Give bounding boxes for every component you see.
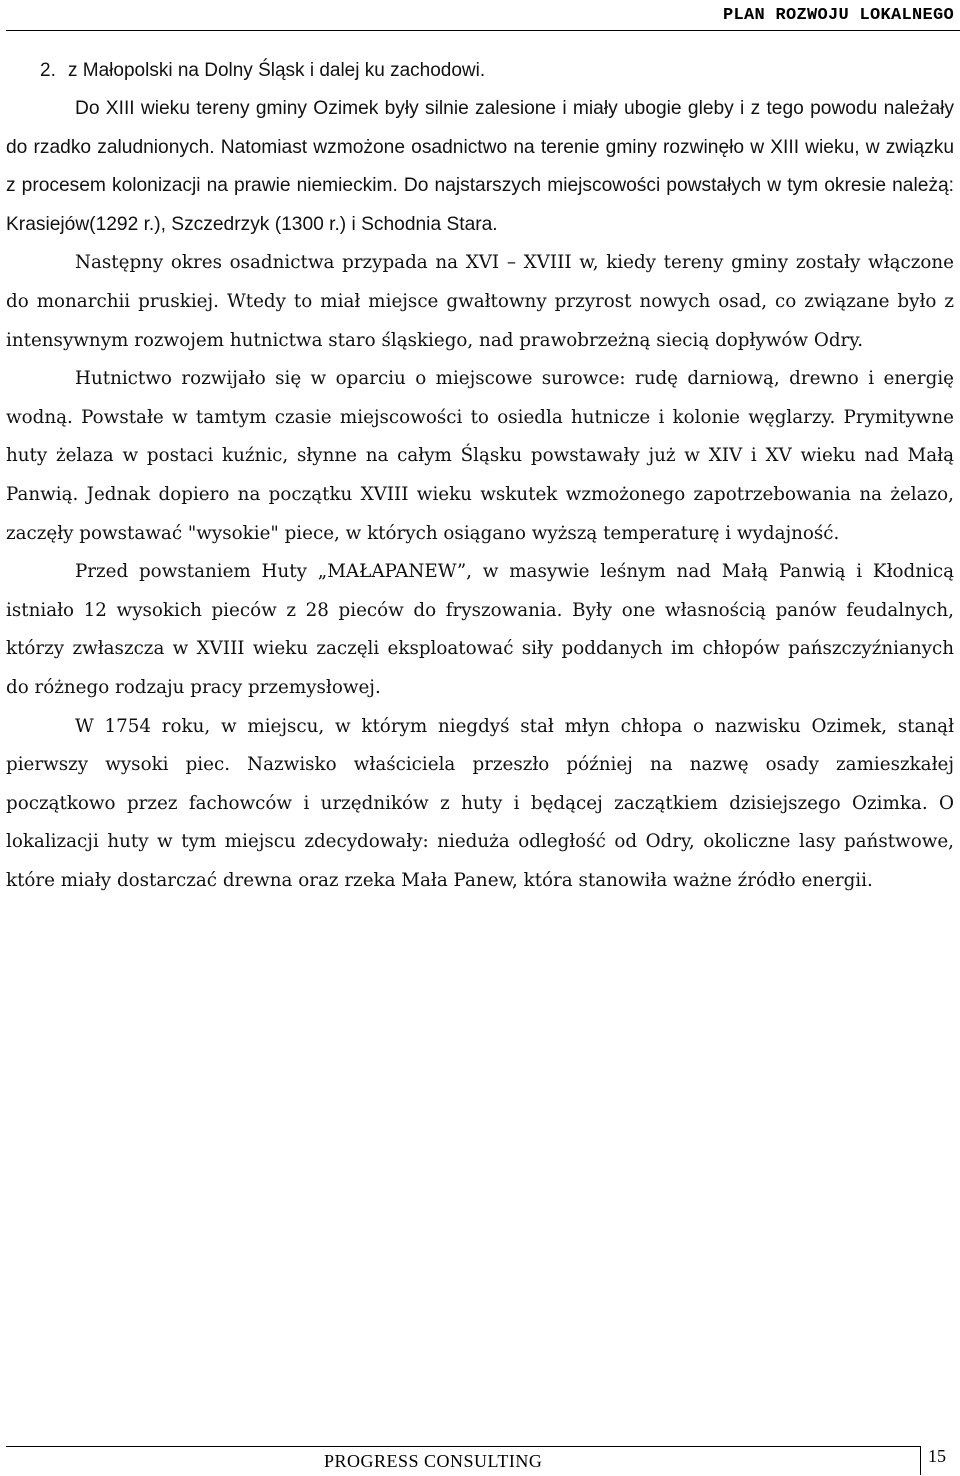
page-footer xyxy=(6,1446,921,1475)
page-number: 15 xyxy=(928,1446,946,1466)
list-item-number: 2. xyxy=(40,60,56,81)
paragraph-settlement-period: Następny okres osadnictwa przypada na XVI – XVIII w, kiedy tereny gminy zostały włączone do monarchii pruskiej. Wtedy to miał miejsce gwałtowny przyrost nowych osad, co związane było z intensywnym rozwojem hutnictwa staro śląskiego, nad prawobrzeżną siecią dopływów Odry. xyxy=(6,252,954,351)
page-header xyxy=(6,0,960,31)
paragraph-settlement-origins: Do XIII wieku tereny gminy Ozimek były silnie zalesione i miały ubogie gleby i z tego powodu należały do rzadko zaludnionych. Natomiast wzmożone osadnictwo na terenie gminy rozwinęło w XIII wieku, w związku z procesem kolonizacji na prawie niemieckim. Do najstarszych miejscowości powstałych w tym okresie należą: Krasiejów(1292 r.), Szczedrzyk (1300 r.) i Schodnia Stara. xyxy=(6,98,954,235)
paragraph-mala-panew: Przed powstaniem Huty „MAŁAPANEW”, w masywie leśnym nad Małą Panwią i Kłodnicą istniało 12 wysokich pieców z 28 pieców do fryszowania. Były one własnością panów feudalnych, którzy zwłaszcza w XVIII wieku zaczęli eksploatować siły poddanych im chłopów pańszczyźnianych do różnego rodzaju pracy przemysłowej. xyxy=(6,561,954,698)
paragraph-ozimek-founding: W 1754 roku, w miejscu, w którym niegdyś stał młyn chłopa o nazwisku Ozimek, stanął pierwszy wysoki piec. Nazwisko właściciela przeszło później na nazwę osady zamieszkałej początkowo przez fachowców i urzędników z huty i będącej zaczątkiem dzisiejszego Ozimka. O lokalizacji huty w tym miejscu zdecydowały: nieduża odległość od Odry, okoliczne lasy państwowe, które miały dostarczać drewna oraz rzeka Mała Panew, która stanowiła ważne źródło energii. xyxy=(6,715,954,891)
paragraph-metallurgy: Hutnictwo rozwijało się w oparciu o miejscowe surowce: rudę darniową, drewno i energię wodną. Powstałe w tamtym czasie miejscowości to osiedla hutnicze i kolonie węglarzy. Prymitywne huty żelaza w postaci kuźnic, słynne na całym Śląsku powstawały już w XIV i XV wieku nad Małą Panwią. Jednak dopiero na początku XVIII wieku wskutek wzmożonego zapotrzebowania na żelazo, zaczęły powstawać "wysokie" piece, w których osiągano wyższą temperaturę i wydajność. xyxy=(6,368,954,544)
document-body xyxy=(6,52,954,900)
footer-company: PROGRESS CONSULTING xyxy=(324,1451,543,1471)
list-item xyxy=(6,52,954,90)
list-item-text: z Małopolski na Dolny Śląsk i dalej ku zachodowi. xyxy=(68,60,486,81)
header-title: PLAN ROZWOJU LOKALNEGO xyxy=(722,6,954,25)
